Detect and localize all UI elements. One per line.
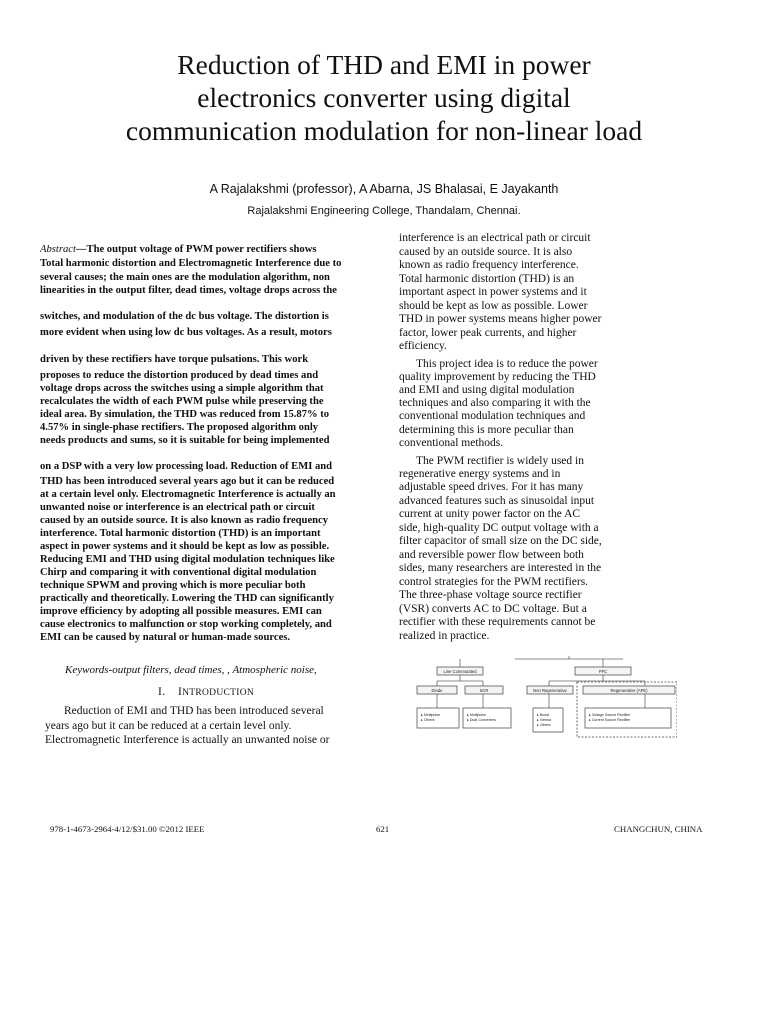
- leaf-label: ▸ Vienna: [537, 718, 551, 722]
- leaf-label: ▸ Boost: [537, 713, 550, 717]
- leaf-label: ▸ Voltage Source Rectifier: [589, 713, 631, 717]
- intro-line: years ago but it can be reduced at a certain level only.: [45, 720, 292, 732]
- body-line: techniques and also comparing it with the: [399, 397, 591, 409]
- abstract-line: linearities in the output filter, dead times, voltage drops across the: [40, 285, 338, 296]
- abstract-line: recalculates the width of each PWM pulse while preserving the: [40, 396, 324, 407]
- body-line: adjustable speed drives. For it has many: [399, 481, 584, 493]
- footer-isbn: 978-1-4673-2964-4/12/$31.00 ©2012 IEEE: [50, 824, 205, 834]
- abstract-line: needs products and sums, so it is suitable for being implemented: [40, 435, 330, 446]
- node-label: Non Regenerative: [533, 687, 567, 693]
- abstract-line: ideal area. By simulation, the THD was reduced from 15.87% to: [40, 409, 330, 420]
- node-label: Regenerative (AFE): [610, 687, 648, 693]
- footer-page-number: 621: [376, 824, 390, 834]
- intro-line: Reduction of EMI and THD has been introduced several: [64, 705, 324, 717]
- body-line: and EMI and using digital modulation: [399, 384, 575, 396]
- node-label: Diode: [431, 687, 443, 693]
- abstract-line: Chirp and comparing it with conventional digital modulation: [40, 567, 317, 578]
- rectifier-tree-diagram: [415, 656, 677, 738]
- body-line: control strategies for the PWM rectifiers.: [399, 576, 589, 588]
- abstract-line: voltage drops across the switches using a simple algorithm that: [40, 383, 324, 394]
- body-line: determining this is more peculiar than: [399, 424, 574, 436]
- title-line: Reduction of THD and EMI in power: [177, 49, 591, 80]
- abstract-line: cause electronics to malfunction or stop working completely, and: [40, 619, 332, 630]
- keywords: Keywords-output filters, dead times, , Atmospheric noise,: [65, 664, 317, 676]
- abstract-line: at a certain level only. Electromagnetic Interference is actually an: [40, 489, 336, 500]
- abstract-line: improve efficiency by adopting all possible measures. EMI can: [40, 606, 322, 617]
- body-line: factor, lower peak currents, and higher: [399, 327, 577, 339]
- footer-location: CHANGCHUN, CHINA: [614, 824, 703, 834]
- body-line: interference is an electrical path or circuit: [399, 232, 591, 244]
- node-label: PFC: [598, 668, 608, 674]
- body-line: filter capacitor of small size on the DC side,: [399, 535, 602, 547]
- abstract-line: caused by an outside source. It is also known as radio frequency: [40, 515, 329, 526]
- leaf-label: ▸ Others: [421, 718, 435, 722]
- body-line: advanced features such as sinusoidal input: [399, 495, 595, 507]
- body-line: The three-phase voltage source rectifier: [399, 589, 582, 601]
- abstract-line: practically and theoretically. Lowering the THD can significantly: [40, 593, 334, 604]
- section-heading: [0, 686, 412, 698]
- affiliation: Rajalakshmi Engineering College, Thandalam, Chennai.: [247, 205, 521, 217]
- body-line: quality improvement by reducing the THD: [399, 371, 596, 383]
- section-title-first: I: [177, 686, 183, 698]
- abstract-line: EMI can be caused by natural or human-made sources.: [40, 632, 291, 643]
- abstract-line: unwanted noise or interference is an electrical path or circuit: [40, 502, 315, 513]
- body-line: side, high-quality DC output voltage with a: [399, 522, 599, 534]
- abstract-line: several causes; the main ones are the modulation algorithm, non: [40, 272, 330, 283]
- leaf-label: ▸ Multipulse: [421, 713, 440, 717]
- body-line: sides, many researchers are interested in the: [399, 562, 602, 574]
- body-line: efficiency.: [399, 340, 447, 352]
- body-line: regenerative energy systems and in: [399, 468, 561, 480]
- body-line: The PWM rectifier is widely used in: [416, 455, 584, 467]
- leaf-label: ▸ Current Source Rectifier: [589, 718, 631, 722]
- node-label: SCR: [479, 687, 489, 693]
- abstract-line: on a DSP with a very low processing load. Reduction of EMI and: [40, 461, 333, 472]
- paper-title: [40, 48, 728, 147]
- section-title-rest: NTRODUCTION: [182, 688, 255, 698]
- intro-line: Electromagnetic Interference is actually an unwanted noise or: [45, 734, 330, 746]
- title-line: electronics converter using digital: [197, 82, 571, 113]
- body-line: known as radio frequency interference.: [399, 259, 579, 271]
- abstract-line: THD has been introduced several years ago but it can be reduced: [40, 476, 335, 487]
- leaf-label: ▸ Multipulse: [467, 713, 486, 717]
- body-line: and reversible power flow between both: [399, 549, 584, 561]
- abstract-line: Abstract—The output voltage of PWM power rectifiers shows: [40, 244, 317, 255]
- abstract-line: aspect in power systems and it should be kept as low as possible.: [40, 541, 330, 552]
- leaf-label: ▸ Others: [537, 723, 551, 727]
- node-label: Line Commutated: [443, 668, 477, 674]
- abstract-line: interference. Total harmonic distortion (THD) is an important: [40, 528, 321, 539]
- body-line: current at unity power factor on the AC: [399, 508, 581, 520]
- body-line: Total harmonic distortion (THD) is an: [399, 273, 575, 285]
- body-line: This project idea is to reduce the power: [416, 358, 598, 370]
- abstract-line: switches, and modulation of the dc bus voltage. The distortion is: [40, 311, 329, 322]
- abstract-line: driven by these rectifiers have torque pulsations. This work: [40, 354, 309, 365]
- body-line: important aspect in power systems and it: [399, 286, 587, 298]
- author-list: A Rajalakshmi (professor), A Abarna, JS Bhalasai, E Jayakanth: [209, 182, 559, 196]
- body-line: realized in practice.: [399, 630, 490, 642]
- body-line: (VSR) converts AC to DC voltage. But a: [399, 603, 587, 615]
- abstract-label: Abstract: [40, 244, 76, 255]
- body-line: THD in power systems means higher power: [399, 313, 602, 325]
- leaf-label: ▸ Dual Converters: [467, 718, 496, 722]
- abstract-line: more evident when using low dc bus voltages. As a result, motors: [40, 327, 332, 338]
- abstract-line: Total harmonic distortion and Electromagnetic Interference due to: [40, 258, 342, 269]
- body-line: caused by an outside source. It is also: [399, 246, 573, 258]
- body-line: rectifier with these requirements cannot be: [399, 616, 596, 628]
- abstract-line: 4.57% in single-phase rectifiers. The proposed algorithm only: [40, 422, 319, 433]
- body-line: conventional methods.: [399, 437, 504, 449]
- section-number: I.: [157, 686, 166, 698]
- body-line: should be kept as low as possible. Lower: [399, 300, 588, 312]
- body-line: conventional modulation techniques and: [399, 410, 586, 422]
- abstract-line: proposes to reduce the distortion produced by dead times and: [40, 370, 319, 381]
- abstract-line: technique SPWM and proving which is more peculiar both: [40, 580, 306, 591]
- title-line: communication modulation for non-linear load: [125, 115, 643, 146]
- abstract-line: Reducing EMI and THD using digital modulation techniques like: [40, 554, 335, 565]
